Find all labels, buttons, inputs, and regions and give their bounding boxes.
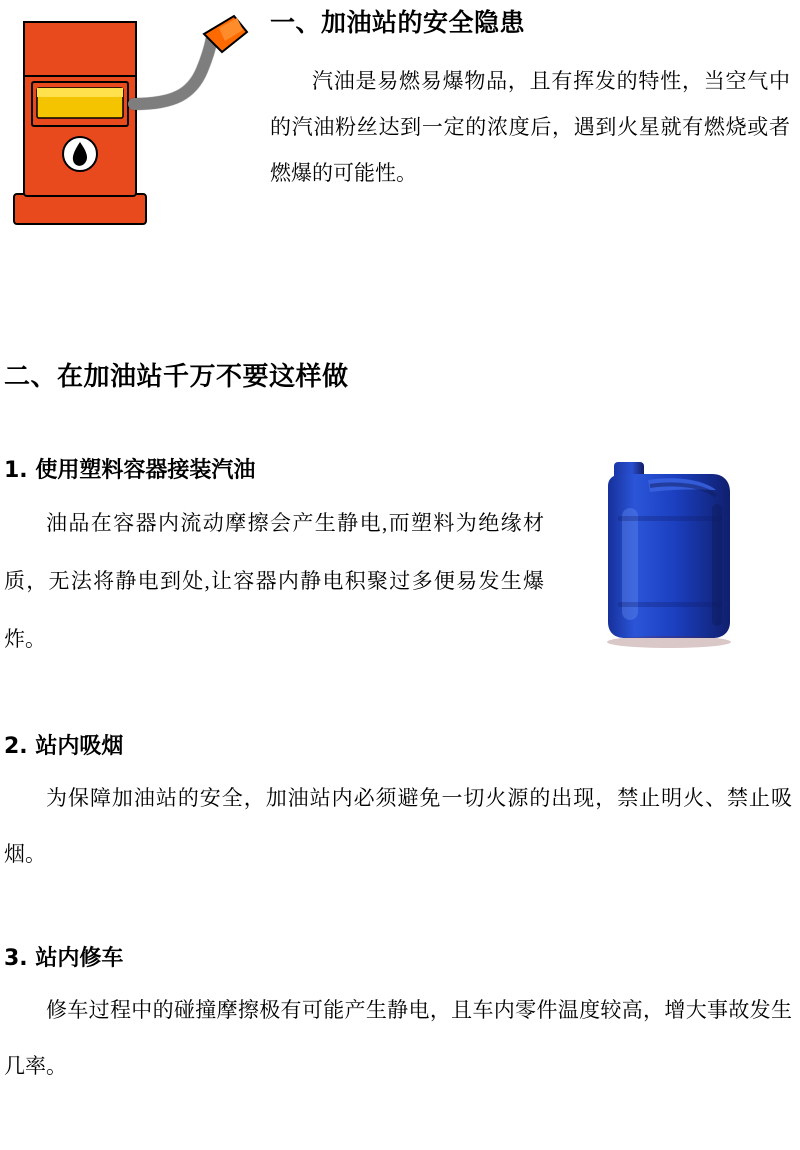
item2-paragraph: 为保障加油站的安全，加油站内必须避免一切火源的出现，禁止明火、禁止吸烟。 — [4, 786, 792, 866]
section-safety-hazards — [0, 0, 800, 300]
section-what-not-to-do — [0, 360, 800, 1094]
section2-heading: 二、在加油站千万不要这样做 — [4, 362, 349, 392]
item2-title: 2. 站内吸烟 — [4, 734, 124, 759]
item-vehicle-repair — [0, 944, 800, 1094]
blue-jerrycan-illustration — [592, 446, 782, 656]
item3-paragraph: 修车过程中的碰撞摩擦极有可能产生静电，且车内零件温度较高，增大事故发生几率。 — [4, 998, 792, 1078]
item-plastic-container — [0, 456, 800, 668]
section1-text-block — [270, 0, 790, 196]
section1-heading: 一、加油站的安全隐患 — [270, 8, 526, 37]
gas-pump-illustration — [6, 8, 261, 238]
item1-title: 1. 使用塑料容器接装汽油 — [4, 458, 256, 483]
item1-paragraph: 油品在容器内流动摩擦会产生静电,而塑料为绝缘材质，无法将静电到处,让容器内静电积聚过多便易发生爆炸。 — [4, 511, 544, 651]
section1-paragraph: 汽油是易燃易爆物品，且有挥发的特性，当空气中的汽油粉丝达到一定的浓度后，遇到火星就有燃烧或者燃爆的可能性。 — [270, 69, 790, 185]
item-smoking — [0, 732, 800, 882]
item3-title: 3. 站内修车 — [4, 946, 124, 971]
